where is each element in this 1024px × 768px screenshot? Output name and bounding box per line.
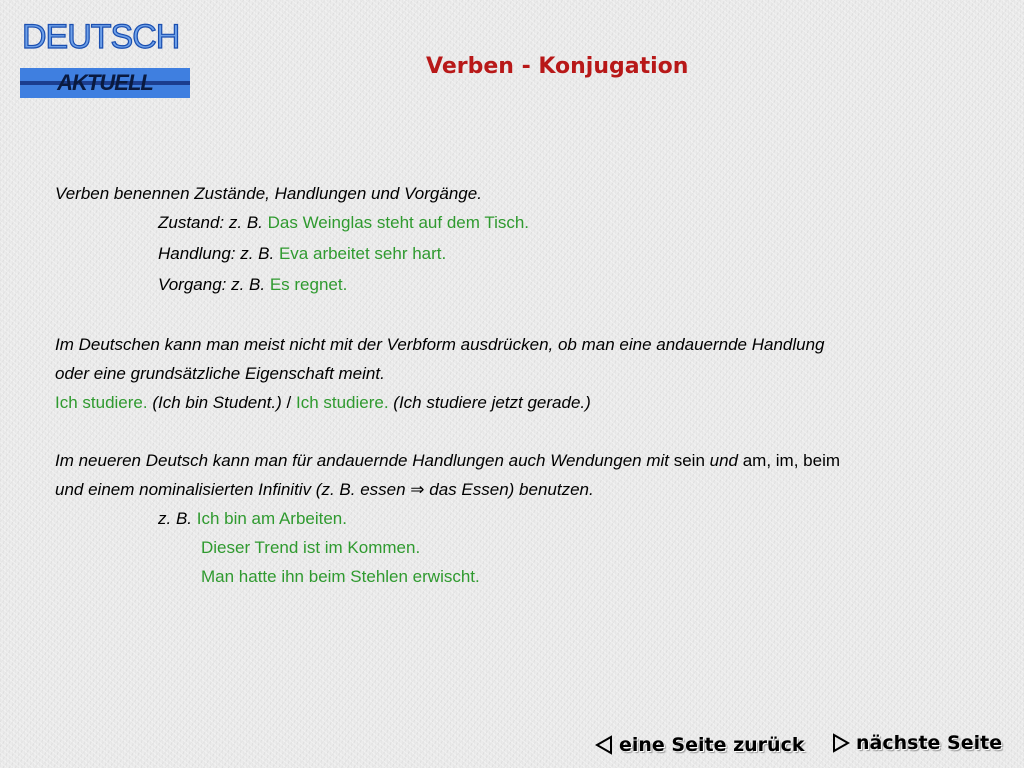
text-run: und [704, 451, 743, 470]
example-row-vorgang [55, 270, 995, 301]
example-row-zustand [55, 208, 995, 239]
example-sentence: Ich studiere. [291, 393, 389, 412]
page-title: Verben - Konjugation [426, 54, 689, 79]
example-note: (Ich bin Student.) [147, 393, 287, 412]
text-run: sein [673, 451, 705, 470]
previous-page-button[interactable] [595, 734, 804, 756]
paragraph-3-example-2: Dieser Trend ist im Kommen. [201, 538, 421, 557]
paragraph-3-example-1 [55, 504, 995, 533]
paragraph-3-line-2 [55, 475, 995, 504]
example-label: Zustand: z. B. [158, 213, 268, 232]
implies-arrow-icon: ⇒ [410, 480, 425, 499]
example-sentence: Das Weinglas steht auf dem Tisch. [267, 213, 530, 232]
example-label: z. B. [158, 509, 197, 528]
example-label: Vorgang: z. B. [158, 275, 270, 294]
example-label: Handlung: z. B. [158, 244, 279, 263]
triangle-right-icon [832, 733, 850, 753]
paragraph-2-line-1: Im Deutschen kann man meist nicht mit der Verbform ausdrücken, ob man eine andauernde Handlung [55, 335, 825, 354]
text-run: Im neueren Deutsch kann man für andauernde Handlungen auch Wendungen mit [55, 451, 674, 470]
main-content [55, 179, 995, 591]
text-run: und einem nominalisierten Infinitiv (z. B. essen [55, 480, 411, 499]
example-note: (Ich studiere jetzt gerade.) [388, 393, 591, 412]
paragraph-2-examples [55, 388, 995, 417]
paragraph-3-line-1 [55, 446, 995, 475]
next-page-button[interactable] [832, 732, 1002, 754]
example-row-handlung [55, 239, 995, 270]
example-sentence: Es regnet. [269, 275, 348, 294]
logo-banner [20, 68, 190, 98]
example-sentence: Ich bin am Arbeiten. [196, 509, 347, 528]
separator: / [286, 393, 292, 412]
next-page-label: nächste Seite [856, 732, 1003, 754]
example-sentence: Ich studiere. [55, 393, 148, 412]
triangle-left-icon [595, 735, 613, 755]
example-sentence: Eva arbeitet sehr hart. [278, 244, 447, 263]
paragraph-2-line-2: oder eine grundsätzliche Eigenschaft meint. [55, 364, 385, 383]
text-run: das Essen) benutzen. [424, 480, 594, 499]
text-run: am, im, beim [742, 451, 841, 470]
logo-banner-text: AKTUELL [57, 70, 153, 95]
logo-wordmark: DEUTSCH [22, 18, 180, 56]
intro-text: Verben benennen Zustände, Handlungen und Vorgänge. [55, 184, 482, 203]
previous-page-label: eine Seite zurück [619, 734, 805, 756]
paragraph-3-example-3: Man hatte ihn beim Stehlen erwischt. [201, 567, 480, 586]
